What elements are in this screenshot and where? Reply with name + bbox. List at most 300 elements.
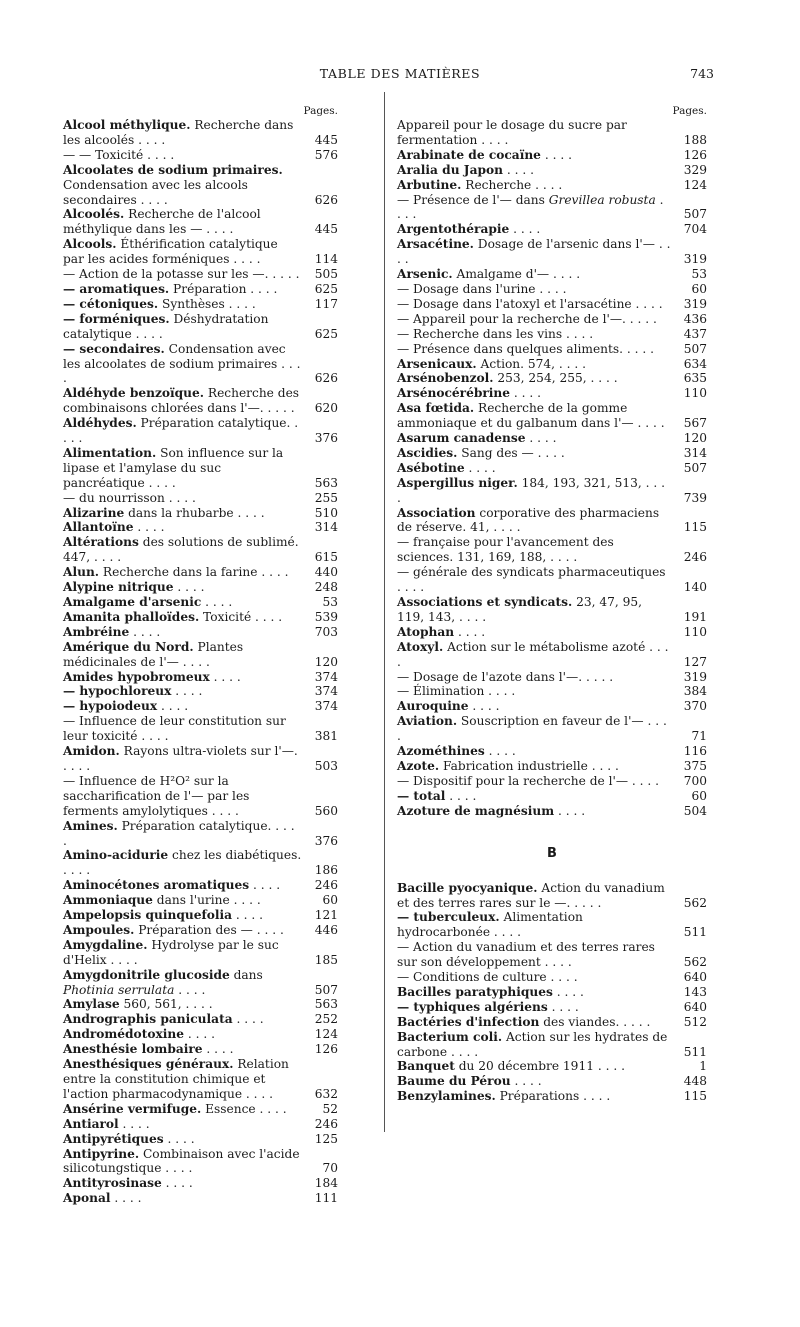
entry-text (397, 699, 671, 714)
entry-detail: dans Photinia serrulata (63, 967, 263, 997)
entry-text (397, 881, 671, 911)
entry-detail: Éthérification catalytique par les acides forméniques (63, 237, 278, 267)
entry-page-number: 127 (683, 654, 707, 669)
entry-text (63, 535, 302, 565)
index-entry (63, 416, 338, 446)
entry-text (397, 1074, 671, 1089)
entry-detail: Recherche des combinaisons chlorées dans l'—. (63, 386, 300, 416)
entry-text (397, 1000, 671, 1015)
index-entry (63, 893, 338, 908)
entry-heading: Amanita phalloïdes. (63, 609, 200, 624)
entry-page-number: 120 (683, 431, 707, 446)
entry-page-number: 374 (314, 699, 338, 714)
dot-leader: . . . . (171, 684, 203, 699)
dot-leader: . . . . (137, 729, 169, 744)
index-entry (63, 446, 338, 491)
index-entry (397, 163, 707, 178)
entry-heading: Arsénocérébrine (397, 386, 511, 401)
entry-page-number: 255 (314, 490, 338, 505)
entry-detail: — Présence dans quelques aliments. (397, 341, 624, 356)
entry-detail: Fabrication industrielle (439, 758, 588, 773)
entry-page-number: 370 (683, 699, 707, 714)
entry-heading: Arbutine. (397, 177, 462, 192)
entry-text (397, 386, 671, 401)
entry-text (63, 1042, 302, 1057)
entry-page-number: 446 (314, 922, 338, 937)
entry-detail: Appareil pour le dosage du sucre par fermentation (397, 118, 627, 147)
dot-leader: . . . . (484, 744, 516, 759)
index-entry (397, 759, 707, 774)
entry-page-number: 246 (683, 550, 707, 565)
entry-page-number: 512 (683, 1014, 707, 1029)
index-entry (397, 297, 707, 312)
dot-leader: . . . . (628, 773, 660, 788)
index-entry (63, 595, 338, 610)
entry-detail: Toxicité (199, 609, 252, 624)
entry-page-number: 319 (683, 252, 707, 267)
entry-detail: Alimentation hydrocarbonée (397, 910, 583, 940)
entry-text (63, 118, 302, 148)
entry-page-number: 567 (683, 416, 707, 431)
entry-page-number: 70 (322, 1161, 338, 1176)
dot-leader: . . . . (183, 1027, 215, 1042)
index-entry (63, 1117, 338, 1132)
entry-page-number: 53 (322, 595, 338, 609)
entry-text (63, 207, 302, 237)
index-entry (397, 371, 707, 386)
index-entry (63, 699, 338, 714)
entry-text (397, 565, 671, 595)
dot-leader: . . . . (554, 803, 586, 818)
entry-heading: Azométhines (397, 744, 485, 759)
dot-leader: . . . . (202, 222, 234, 237)
entry-page-number: 440 (314, 565, 338, 580)
entry-detail: dans la rhubarbe (124, 505, 234, 520)
column-divider (384, 92, 385, 1132)
entry-text (397, 910, 671, 940)
entry-heading: Benzylamines. (397, 1089, 496, 1104)
entry-page-number: 375 (683, 758, 707, 773)
entry-page-number: 115 (683, 520, 707, 535)
index-entry (63, 386, 338, 416)
entry-page-number: 626 (314, 192, 338, 207)
dot-leader: . . . . (232, 1012, 264, 1027)
entry-detail: Action du vanadium et des terres rares sur le —. (397, 880, 665, 910)
entry-text (397, 804, 671, 819)
entry-detail: 184, 193, 321, 513, (517, 475, 642, 490)
entry-page-number: 640 (683, 970, 707, 985)
entry-page-number: 510 (314, 505, 338, 520)
index-entry (397, 342, 707, 357)
dot-leader: . . . . (164, 490, 196, 505)
entry-text (397, 237, 671, 267)
dot-leader: . . . . (181, 997, 213, 1012)
entry-text (63, 774, 302, 819)
entry-heading: Antityrosinase (63, 1176, 162, 1191)
entry-detail: — Conditions de culture (397, 970, 547, 985)
dot-leader: . . . . (549, 267, 581, 282)
index-entry (63, 297, 338, 312)
entry-heading: Association (397, 505, 476, 520)
index-entry (397, 148, 707, 163)
dot-leader: . . . . (586, 371, 618, 386)
entry-text (397, 401, 671, 431)
entry-page-number: 252 (314, 1012, 338, 1027)
entry-detail: — Dosage dans l'atoxyl et l'arsacétine (397, 296, 632, 311)
entry-page-number: 448 (683, 1074, 707, 1089)
dot-leader: . . . . (63, 416, 299, 446)
dot-leader: . . . . (570, 895, 602, 910)
entry-heading: Arsenicaux. (397, 356, 477, 371)
index-entry (397, 118, 707, 148)
entry-page-number: 191 (683, 609, 707, 624)
entry-page-number: 186 (314, 863, 338, 878)
entry-heading: — typhiques algériens (397, 999, 548, 1014)
dot-leader: . . . . (134, 132, 166, 147)
entry-text (63, 163, 302, 208)
dot-leader: . . . . (249, 878, 281, 893)
entry-page-number: 381 (314, 729, 338, 744)
entry-text (63, 997, 302, 1012)
dot-leader: . . . . (455, 609, 487, 624)
entry-page-number: 125 (314, 1131, 338, 1146)
entry-heading: Arsenic. (397, 267, 453, 282)
entry-detail: — Dosage dans l'urine (397, 281, 536, 296)
dot-leader: . . . . (477, 132, 509, 147)
entry-heading: Ammoniaque (63, 893, 153, 908)
index-entry (397, 699, 707, 714)
entry-heading: Bactéries d'infection (397, 1014, 540, 1029)
entry-detail: Relation entre la constitution chimique et l'action pharmacodynamique (63, 1057, 289, 1101)
entry-heading: Amygdonitrile glucoside (63, 967, 230, 982)
dot-leader: . . . . (63, 863, 91, 878)
entry-detail: — Recherche dans les vins (397, 326, 563, 341)
entry-detail: Souscription en faveur de l'— (457, 714, 644, 729)
index-entry (63, 1012, 338, 1027)
dot-leader: . . . . (136, 192, 168, 207)
entry-heading: Bacille pyocyanique. (397, 880, 538, 895)
index-entry (63, 1057, 338, 1102)
entry-detail: du 20 décembre 1911 (454, 1059, 594, 1074)
entry-page-number: 143 (683, 984, 707, 999)
entry-page-number: 184 (314, 1176, 338, 1191)
entry-text (397, 970, 671, 985)
entry-detail: des solutions de sublimé. 447, (63, 535, 299, 565)
entry-text (397, 178, 671, 193)
dot-leader: . . . . (257, 565, 289, 580)
entry-text (397, 267, 671, 282)
entry-text (63, 1027, 302, 1042)
index-entry (63, 774, 338, 819)
dot-leader: . . . . (447, 1044, 479, 1059)
entry-heading: Alcool méthylique. (63, 118, 191, 132)
index-entry (63, 535, 338, 565)
entry-detail: — Action de la potasse sur les —. (63, 267, 269, 282)
entry-text (397, 714, 671, 744)
entry-heading: Aviation. (397, 714, 458, 729)
entry-detail: Préparation des — (134, 922, 253, 937)
entry-heading: Anesthésie lombaire (63, 1042, 203, 1057)
entry-heading: Alun. (63, 565, 100, 580)
dot-leader: . . . . (163, 1131, 195, 1146)
index-entry (63, 580, 338, 595)
dot-leader: . . . . (510, 386, 542, 401)
entry-detail: Recherche (461, 177, 532, 192)
entry-page-number: 625 (314, 326, 338, 341)
entry-text (63, 878, 302, 893)
entry-page-number: 120 (314, 654, 338, 669)
entry-page-number: 703 (314, 624, 338, 639)
index-entry (397, 1000, 707, 1015)
index-entry (63, 744, 338, 774)
entry-text (63, 1117, 302, 1132)
entry-heading: Alcoolés. (63, 207, 125, 222)
index-entry (397, 744, 707, 759)
entry-heading: Altérations (63, 535, 139, 550)
index-entry (63, 207, 338, 237)
entry-heading: Bacterium coli. (397, 1029, 503, 1044)
entry-text (63, 1147, 302, 1177)
entry-heading: Amygdaline. (63, 937, 148, 952)
entry-heading: Amalgame d'arsenic (63, 595, 202, 609)
index-entry (63, 342, 338, 387)
dot-leader: . . . . (144, 475, 176, 490)
entry-page-number: 60 (322, 893, 338, 908)
entry-heading: Amines. (63, 818, 118, 833)
entry-page-number: 562 (683, 895, 707, 910)
index-entry (63, 848, 338, 878)
entry-text (397, 684, 671, 699)
entry-heading: Associations et syndicats. (397, 595, 573, 609)
entry-page-number: 248 (314, 580, 338, 595)
entry-text (397, 744, 671, 759)
entry-detail: Dosage de l'arsenic dans l'— (473, 237, 655, 252)
pages-label-right: Pages. (672, 105, 707, 117)
dot-leader: . . . . (397, 714, 667, 744)
dot-leader: . . . . (178, 654, 210, 669)
entry-page-number: 507 (683, 460, 707, 475)
entry-page-number: 700 (683, 773, 707, 788)
entry-page-number: 620 (314, 401, 338, 416)
dot-leader: . . . . (263, 401, 295, 416)
entry-text (397, 461, 671, 476)
entry-heading: Amides hypobromeux (63, 669, 210, 684)
index-entry (63, 1102, 338, 1117)
entry-page-number: 329 (683, 162, 707, 177)
index-entry (397, 684, 707, 699)
entry-heading: Baume du Pérou (397, 1074, 511, 1089)
dot-leader: . . . . (90, 550, 122, 565)
entry-heading: Anesthésiques généraux. (63, 1057, 234, 1072)
dot-leader: . . . . (209, 669, 241, 684)
entry-page-number: 445 (314, 222, 338, 237)
entry-page-number: 511 (683, 925, 707, 940)
entry-heading: Aspergillus niger. (397, 475, 518, 490)
entry-heading: Andrographis paniculata (63, 1012, 233, 1027)
entry-page-number: 739 (683, 490, 707, 505)
dot-leader: . . . . (161, 1176, 193, 1191)
entry-detail: Synthèses (158, 296, 225, 311)
dot-leader: . . . . (161, 1161, 193, 1176)
entry-heading: Aminocétones aromatiques (63, 878, 250, 893)
entry-page-number: 110 (683, 624, 707, 639)
entry-page-number: 507 (314, 982, 338, 997)
entry-list-right (397, 118, 707, 819)
dot-leader: . . . . (110, 1191, 142, 1206)
entry-text (397, 148, 671, 163)
index-entry (63, 282, 338, 297)
index-entry (397, 985, 707, 1000)
entry-page-number: 314 (314, 520, 338, 535)
dot-leader: . . . . (129, 624, 161, 639)
index-entry (63, 610, 338, 625)
entry-detail: Son influence sur la lipase et l'amylase du suc pancréatique (63, 445, 284, 490)
entry-text (63, 684, 302, 699)
entry-heading: Banquet (397, 1059, 455, 1074)
entry-page-number: 445 (314, 132, 338, 147)
index-entry (397, 282, 707, 297)
dot-leader: . . . . (546, 970, 578, 985)
index-entry (63, 163, 338, 208)
entry-text (397, 640, 671, 670)
dot-leader: . . . . (525, 431, 557, 446)
index-entry (63, 714, 338, 744)
dot-leader: . . . . (397, 475, 665, 505)
entry-heading: Aralia du Japon (397, 162, 503, 177)
entry-text (63, 416, 302, 446)
entry-text (63, 342, 302, 387)
dot-leader: . . . . (552, 984, 584, 999)
dot-leader: . . . . (555, 356, 587, 371)
entry-page-number: 117 (314, 296, 338, 311)
entry-page-number: 563 (314, 475, 338, 490)
dot-leader: . . . . (531, 177, 563, 192)
entry-heading: Alypine nitrique (63, 580, 174, 595)
index-entry (63, 670, 338, 685)
entry-page-number: 437 (683, 326, 707, 341)
dot-leader: . . . . (118, 1116, 150, 1131)
entry-list-section-b (397, 881, 707, 1105)
entry-text (397, 506, 671, 536)
entry-detail: Préparation (169, 281, 247, 296)
entry-text (63, 1191, 302, 1206)
entry-page-number: 114 (314, 252, 338, 267)
dot-leader: . . . . (533, 445, 565, 460)
entry-page-number: 376 (314, 431, 338, 446)
entry-text (397, 193, 671, 223)
entry-heading: Atoxyl. (397, 639, 444, 654)
entry-text (63, 1057, 302, 1102)
entry-heading: Bacilles paratyphiques (397, 984, 553, 999)
index-entry (63, 1132, 338, 1147)
pages-label-left: Pages. (303, 105, 338, 117)
entry-detail: — Présence de l'— dans Grevillea robusta (397, 192, 656, 207)
index-entry (397, 327, 707, 342)
entry-page-number: 374 (314, 669, 338, 684)
entry-page-number: 126 (683, 147, 707, 162)
entry-text (397, 535, 671, 565)
dot-leader: . . . . (490, 925, 522, 940)
page-number: 743 (690, 66, 714, 81)
index-entry (63, 1191, 338, 1206)
entry-text (63, 267, 302, 282)
dot-leader: . . . . (202, 1042, 234, 1057)
index-entry (397, 625, 707, 640)
entry-heading: — cétoniques. (63, 296, 159, 311)
index-column-right (397, 104, 707, 1104)
entry-page-number: 507 (683, 207, 707, 222)
entry-heading: Amylase (63, 997, 120, 1012)
entry-heading: Aldéhydes. (63, 416, 137, 431)
entry-heading: Ascidies. (397, 445, 458, 460)
dot-leader: . . . . (546, 550, 578, 565)
entry-text (397, 476, 671, 506)
entry-heading: Allantoïne (63, 520, 134, 535)
entry-page-number: 376 (314, 833, 338, 848)
entry-page-number: 626 (314, 371, 338, 386)
index-entry (397, 1059, 707, 1074)
dot-leader: . . . . (631, 296, 663, 311)
index-entry (63, 938, 338, 968)
dot-leader: . . . . (133, 520, 165, 535)
entry-heading: Arsacétine. (397, 237, 474, 252)
entry-text (63, 148, 302, 163)
entry-page-number: 314 (683, 445, 707, 460)
dot-leader: . . . . (246, 281, 278, 296)
entry-detail: Sang des — (457, 445, 534, 460)
entry-page-number: 52 (322, 1101, 338, 1116)
entry-heading: Antipyrétiques (63, 1131, 164, 1146)
entry-detail: — du nourrisson (63, 490, 165, 505)
entry-detail: Préparations (495, 1089, 580, 1104)
entry-page-number: 507 (683, 341, 707, 356)
entry-text (397, 670, 671, 685)
entry-text (63, 640, 302, 670)
entry-page-number: 115 (683, 1089, 707, 1104)
dot-leader: . . . . (106, 952, 138, 967)
entry-page-number: 563 (314, 997, 338, 1012)
index-entry (63, 520, 338, 535)
entry-page-number: 126 (314, 1042, 338, 1057)
entry-heading: Amino-acidurie (63, 848, 169, 863)
dot-leader: . . . . (251, 609, 283, 624)
index-entry (397, 386, 707, 401)
entry-page-number: 511 (683, 1044, 707, 1059)
entry-text (397, 1089, 671, 1104)
dot-leader: . . . . (510, 1074, 542, 1089)
index-entry (63, 625, 338, 640)
entry-detail: Préparation catalytique. (117, 818, 272, 833)
entry-text (63, 565, 302, 580)
index-entry (397, 670, 707, 685)
index-entry (63, 237, 338, 267)
entry-text (397, 789, 671, 804)
entry-text (397, 342, 671, 357)
index-entry (397, 1089, 707, 1104)
dot-leader: . . . . (252, 922, 284, 937)
index-entry (397, 446, 707, 461)
entry-detail: Plantes médicinales de l'— (63, 639, 244, 669)
entry-heading: Andromédotoxine (63, 1027, 184, 1042)
entry-text (397, 371, 671, 386)
entry-text (63, 893, 302, 908)
index-entry (63, 908, 338, 923)
entry-page-number: 121 (314, 908, 338, 923)
index-entry (63, 1042, 338, 1057)
entry-detail: Condensation avec les alcools secondaires (63, 177, 248, 207)
entry-page-number: 111 (314, 1191, 338, 1206)
index-entry (63, 878, 338, 893)
